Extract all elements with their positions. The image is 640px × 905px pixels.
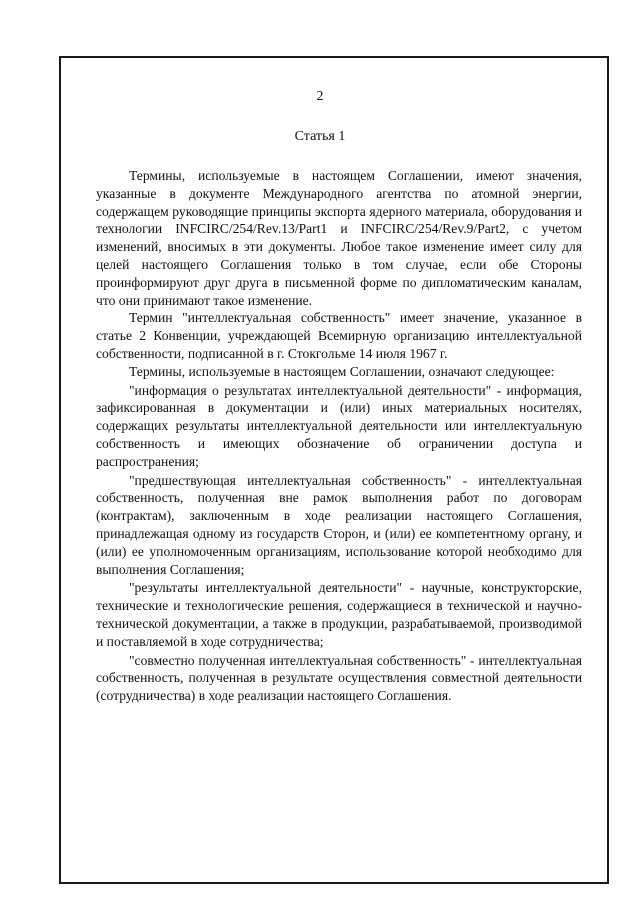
article-title: Статья 1 <box>294 129 346 144</box>
paragraph-terms-iaea: Термины, используемые в настоящем Соглашении, имеют значения, указанные в документе Международного агентства по атомной энергии, содержащем руководящие принципы экспорта ядерного материала, оборудования и технологии INFCIRC/254/Rev.13/Part1 и INFCIRC/254/Rev.9/Part2, с учетом изменений, вносимых в эти документы. Любое такое изменение имеет силу для целей настоящего Соглашения только в том случае, если обе Стороны проинформируют друг друга в письменной форме по дипломатическим каналам, что они принимают такое изменение. <box>96 168 582 308</box>
definition-prior-ip: "предшествующая интеллектуальная собственность" - интеллектуальная собственность, полученная вне рамок выполнения работ по договорам (контрактам), заключенным в ходе реализации настоящего Соглашения, принадлежащая одному из государств Сторон, и (или) ее компетентному органу, и (или) ее уполномоченным организациям, использование которой необходимо для выполнения Соглашения; <box>96 472 582 577</box>
definition-joint-ip: "совместно полученная интеллектуальная собственность" - интеллектуальная собственность, полученная в результате осуществления совместной деятельности (сотрудничества) в ходе реализации настоящего Соглашения. <box>96 652 582 704</box>
definition-ip-results: "результаты интеллектуальной деятельности" - научные, конструкторские, технические и технологические решения, содержащиеся в технической и научно-технической документации, а также в продукции, разрабатываемой, производимой и поставляемой в ходе сотрудничества; <box>96 580 582 649</box>
definition-ip-information: "информация о результатах интеллектуальной деятельности" - информация, зафиксированная в документации и (или) иных материальных носителях, содержащих результаты интеллектуальной деятельности или интеллектуальную собственность и имеющих обозначение об ограничении доступа и распространения; <box>96 382 582 469</box>
paragraph-intellectual-property-term: Термин "интеллектуальная собственность" имеет значение, указанное в статье 2 Конвенции, учреждающей Всемирную организацию интеллектуальной собственности, подписанной в г. Стокгольме 14 июля 1967 г. <box>96 310 582 361</box>
paragraph-definitions-intro: Термины, используемые в настоящем Соглашении, означают следующее: <box>129 363 555 379</box>
article-body <box>96 167 582 705</box>
page-number: 2 <box>316 89 324 104</box>
